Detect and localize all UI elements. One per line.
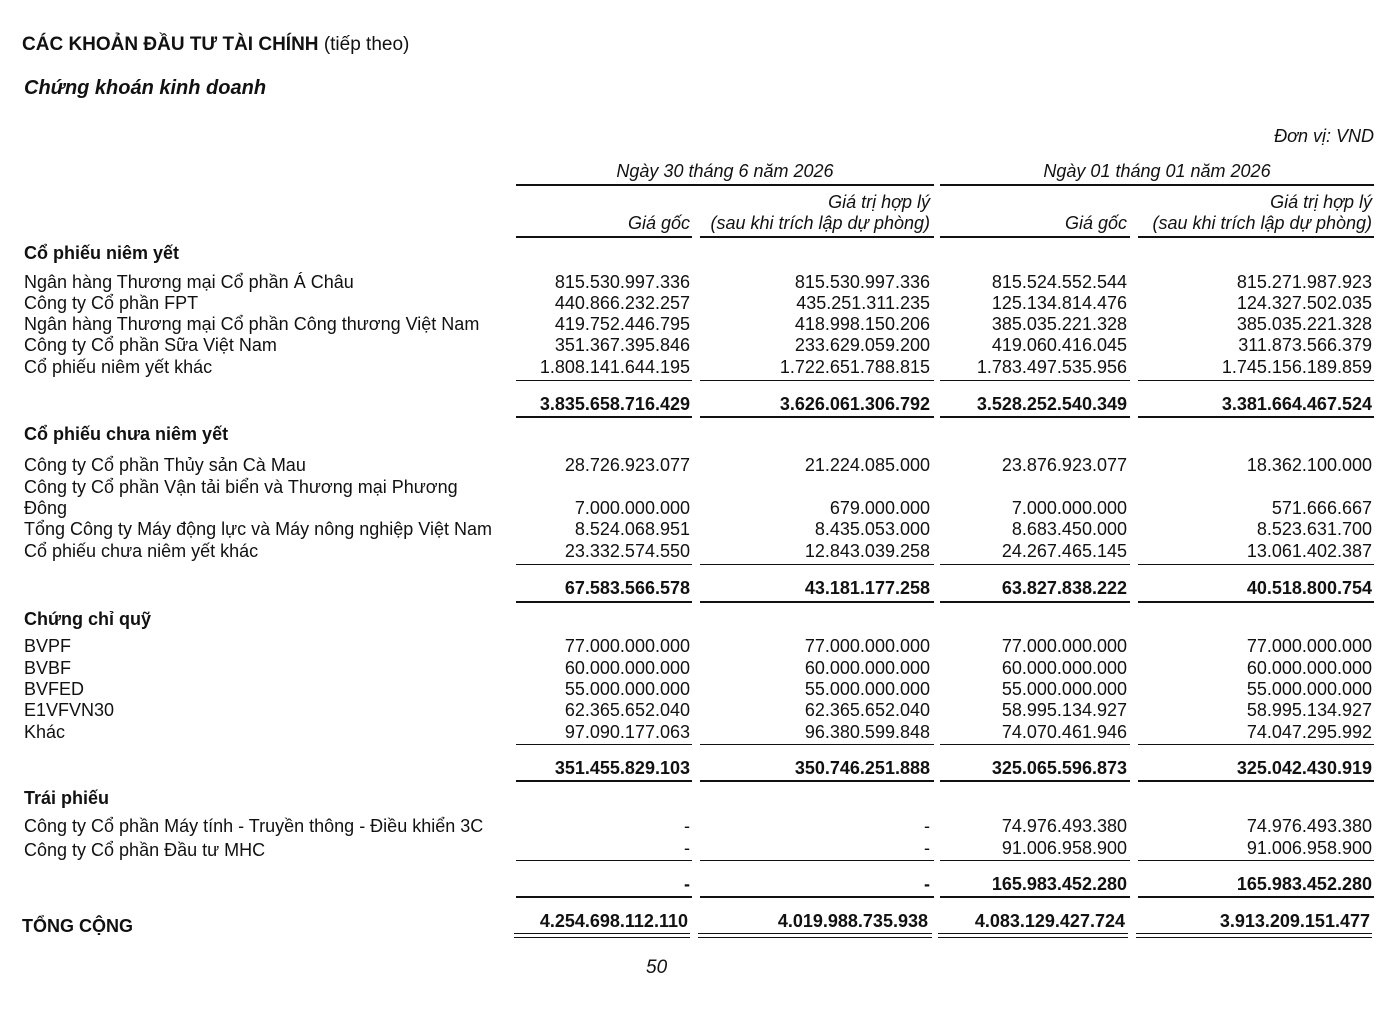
subtotal-underline [1138, 896, 1374, 898]
subtotal-underline [940, 601, 1130, 603]
cell-value: 1.783.497.535.956 [976, 357, 1127, 377]
subtotal-underline [700, 780, 934, 782]
cell-value: 60.000.000.000 [1246, 658, 1372, 678]
subtotal-rule [940, 744, 1130, 745]
period-header-1: Ngày 30 tháng 6 năm 2026 [616, 161, 834, 181]
cell-value: 62.365.652.040 [804, 700, 930, 720]
cell-value: 351.367.395.846 [554, 335, 690, 355]
currency-unit: Đơn vị: VND [1274, 126, 1374, 146]
cell-value: 418.998.150.206 [794, 314, 930, 334]
subtotal-underline [700, 601, 934, 603]
cell-value: 8.435.053.000 [814, 519, 930, 539]
cell-value: 815.530.997.336 [554, 272, 690, 292]
cell-value: 419.060.416.045 [991, 335, 1127, 355]
cell-value: 8.524.068.951 [574, 519, 690, 539]
cell-value: 8.683.450.000 [1011, 519, 1127, 539]
title-main: CÁC KHOẢN ĐẦU TƯ TÀI CHÍNH [22, 34, 319, 55]
cell-value: 96.380.599.848 [804, 722, 930, 742]
col-header-cost-2: Giá gốc [1064, 213, 1127, 233]
subtotal-value: 3.835.658.716.429 [539, 394, 690, 414]
cell-value: 1.808.141.644.195 [539, 357, 690, 377]
cell-value: 311.873.566.379 [1238, 335, 1372, 355]
cell-value: 124.327.502.035 [1236, 293, 1372, 313]
cell-value: 679.000.000 [829, 498, 930, 518]
subtotal-value: 40.518.800.754 [1246, 578, 1372, 598]
subtotal-value: 43.181.177.258 [804, 578, 930, 598]
cell-value: 23.876.923.077 [1001, 455, 1127, 475]
subtotal-value: 325.042.430.919 [1236, 758, 1372, 778]
row-label: Cổ phiếu niêm yết khác [24, 357, 213, 377]
cell-value: - [924, 838, 930, 858]
cell-value: 125.134.814.476 [991, 293, 1127, 313]
row-label: Công ty Cổ phần Thủy sản Cà Mau [24, 455, 306, 475]
subtotal-value: 63.827.838.222 [1001, 578, 1127, 598]
col-header-fair-1-line2: (sau khi trích lập dự phòng) [710, 213, 930, 233]
subtotal-underline [1138, 780, 1374, 782]
grand-total-double-underline [698, 933, 932, 938]
cell-value: 24.267.465.145 [1001, 541, 1127, 561]
cell-value: 74.070.461.946 [1001, 722, 1127, 742]
cell-value: 18.362.100.000 [1246, 455, 1372, 475]
subtotal-rule [700, 564, 934, 565]
grand-total-double-underline [1136, 933, 1372, 938]
subtotal-value: 165.983.452.280 [991, 874, 1127, 894]
col-header-cost-1: Giá gốc [627, 213, 690, 233]
grand-total-double-underline [514, 933, 690, 938]
row-label: BVFED [24, 679, 85, 699]
cell-value: 815.271.987.923 [1236, 272, 1372, 292]
subtotal-rule [1138, 860, 1374, 861]
subtotal-rule [516, 564, 692, 565]
subtotal-value: - [924, 874, 930, 894]
row-label: Khác [24, 722, 66, 742]
col-underline [1138, 236, 1374, 238]
col-header-fair-2-line2: (sau khi trích lập dự phòng) [1152, 213, 1372, 233]
col-underline [940, 236, 1130, 238]
subtotal-value: 165.983.452.280 [1236, 874, 1372, 894]
subtotal-value: 351.455.829.103 [554, 758, 690, 778]
period-header-2: Ngày 01 tháng 01 năm 2026 [1043, 161, 1271, 181]
grand-total-value: 4.083.129.427.724 [974, 911, 1125, 931]
col-header-fair-1-line1: Giá trị hợp lý [828, 192, 930, 212]
cell-value: 815.530.997.336 [794, 272, 930, 292]
row-label: Công ty Cổ phần FPT [24, 293, 199, 313]
title-suffix: (tiếp theo) [323, 34, 410, 55]
cell-value: 440.866.232.257 [554, 293, 690, 313]
subtotal-underline [940, 780, 1130, 782]
subtotal-underline [516, 780, 692, 782]
row-label: E1VFVN30 [24, 700, 115, 720]
cell-value: 1.745.156.189.859 [1221, 357, 1372, 377]
col-underline [516, 236, 692, 238]
subtotal-rule [1138, 564, 1374, 565]
cell-value: 91.006.958.900 [1001, 838, 1127, 858]
cell-value: 8.523.631.700 [1256, 519, 1372, 539]
col-underline [700, 236, 934, 238]
subtotal-value: 3.626.061.306.792 [779, 394, 930, 414]
subtotal-underline [516, 896, 692, 898]
cell-value: 7.000.000.000 [1011, 498, 1127, 518]
subtotal-rule [940, 380, 1130, 381]
grand-total-value: 4.019.988.735.938 [777, 911, 928, 931]
grand-total-value: 3.913.209.151.477 [1219, 911, 1370, 931]
period-underline-2 [940, 184, 1374, 186]
cell-value: 58.995.134.927 [1246, 700, 1372, 720]
cell-value: 55.000.000.000 [1246, 679, 1372, 699]
grand-total-label: TỔNG CỘNG [22, 916, 133, 936]
cell-value: 385.035.221.328 [1236, 314, 1372, 334]
section-title-bonds: Trái phiếu [24, 788, 110, 808]
cell-value: 60.000.000.000 [1001, 658, 1127, 678]
subtotal-value: 3.528.252.540.349 [976, 394, 1127, 414]
row-label: Công ty Cổ phần Sữa Việt Nam [24, 335, 277, 355]
row-label: Tổng Công ty Máy động lực và Máy nông nghiệp Việt Nam [24, 519, 492, 539]
cell-value: 571.666.667 [1271, 498, 1372, 518]
cell-value: 21.224.085.000 [804, 455, 930, 475]
subtotal-rule [516, 860, 692, 861]
section-title-listed: Cổ phiếu niêm yết [24, 243, 180, 263]
period-underline-1 [516, 184, 934, 186]
subtotal-value: 3.381.664.467.524 [1221, 394, 1372, 414]
cell-value: 91.006.958.900 [1246, 838, 1372, 858]
cell-value: - [684, 816, 690, 836]
subtotal-rule [700, 744, 934, 745]
cell-value: 97.090.177.063 [564, 722, 690, 742]
cell-value: 815.524.552.544 [991, 272, 1127, 292]
cell-value: 13.061.402.387 [1246, 541, 1372, 561]
subtotal-rule [700, 380, 934, 381]
cell-value: 60.000.000.000 [564, 658, 690, 678]
cell-value: 77.000.000.000 [564, 636, 690, 656]
cell-value: 7.000.000.000 [574, 498, 690, 518]
grand-total-value: 4.254.698.112.110 [539, 911, 688, 931]
row-label: Ngân hàng Thương mại Cổ phần Á Châu [24, 272, 354, 292]
cell-value: 62.365.652.040 [564, 700, 690, 720]
cell-value: 77.000.000.000 [1246, 636, 1372, 656]
cell-value: - [684, 838, 690, 858]
subtotal-underline [516, 416, 692, 418]
subtotal-value: - [684, 874, 690, 894]
cell-value: 77.000.000.000 [1001, 636, 1127, 656]
subtotal-value: 67.583.566.578 [564, 578, 690, 598]
subtotal-underline [700, 416, 934, 418]
section-subtitle: Chứng khoán kinh doanh [24, 77, 267, 99]
cell-value: 385.035.221.328 [991, 314, 1127, 334]
subtotal-rule [516, 380, 692, 381]
cell-value: 1.722.651.788.815 [779, 357, 930, 377]
subtotal-rule [700, 860, 934, 861]
row-label: BVPF [24, 636, 72, 656]
subtotal-underline [1138, 601, 1374, 603]
row-label: Công ty Cổ phần Máy tính - Truyền thông - Điều khiển 3C [24, 816, 484, 836]
cell-value: 435.251.311.235 [796, 293, 930, 313]
cell-value: - [924, 816, 930, 836]
subtotal-value: 325.065.596.873 [991, 758, 1127, 778]
subtotal-underline [700, 896, 934, 898]
row-label: BVBF [24, 658, 72, 678]
cell-value: 12.843.039.258 [804, 541, 930, 561]
grand-total-double-underline [938, 933, 1128, 938]
page-number: 50 [646, 957, 668, 978]
cell-value: 74.976.493.380 [1001, 816, 1127, 836]
cell-value: 58.995.134.927 [1001, 700, 1127, 720]
document-title [22, 34, 409, 56]
cell-value: 55.000.000.000 [1001, 679, 1127, 699]
subtotal-rule [1138, 380, 1374, 381]
cell-value: 60.000.000.000 [804, 658, 930, 678]
cell-value: 74.047.295.992 [1246, 722, 1372, 742]
cell-value: 23.332.574.550 [564, 541, 690, 561]
row-label-line2: Đông [24, 498, 68, 518]
cell-value: 55.000.000.000 [564, 679, 690, 699]
row-label: Cổ phiếu chưa niêm yết khác [24, 541, 259, 561]
cell-value: 77.000.000.000 [804, 636, 930, 656]
row-label-line1: Công ty Cổ phần Vận tải biển và Thương mại Phương [24, 477, 458, 497]
cell-value: 419.752.446.795 [554, 314, 690, 334]
subtotal-underline [940, 416, 1130, 418]
subtotal-rule [516, 744, 692, 745]
row-label: Công ty Cổ phần Đầu tư MHC [24, 840, 266, 860]
cell-value: 233.629.059.200 [794, 335, 930, 355]
subtotal-rule [1138, 744, 1374, 745]
col-header-fair-2-line1: Giá trị hợp lý [1270, 192, 1372, 212]
subtotal-rule [940, 564, 1130, 565]
cell-value: 55.000.000.000 [804, 679, 930, 699]
subtotal-underline [516, 601, 692, 603]
subtotal-underline [1138, 416, 1374, 418]
row-label: Ngân hàng Thương mại Cổ phần Công thương Việt Nam [24, 314, 480, 334]
section-title-unlisted: Cổ phiếu chưa niêm yết [24, 424, 229, 444]
subtotal-value: 350.746.251.888 [794, 758, 930, 778]
subtotal-rule [940, 860, 1130, 861]
subtotal-underline [940, 896, 1130, 898]
cell-value: 74.976.493.380 [1246, 816, 1372, 836]
cell-value: 28.726.923.077 [564, 455, 690, 475]
section-title-funds: Chứng chỉ quỹ [24, 609, 152, 629]
